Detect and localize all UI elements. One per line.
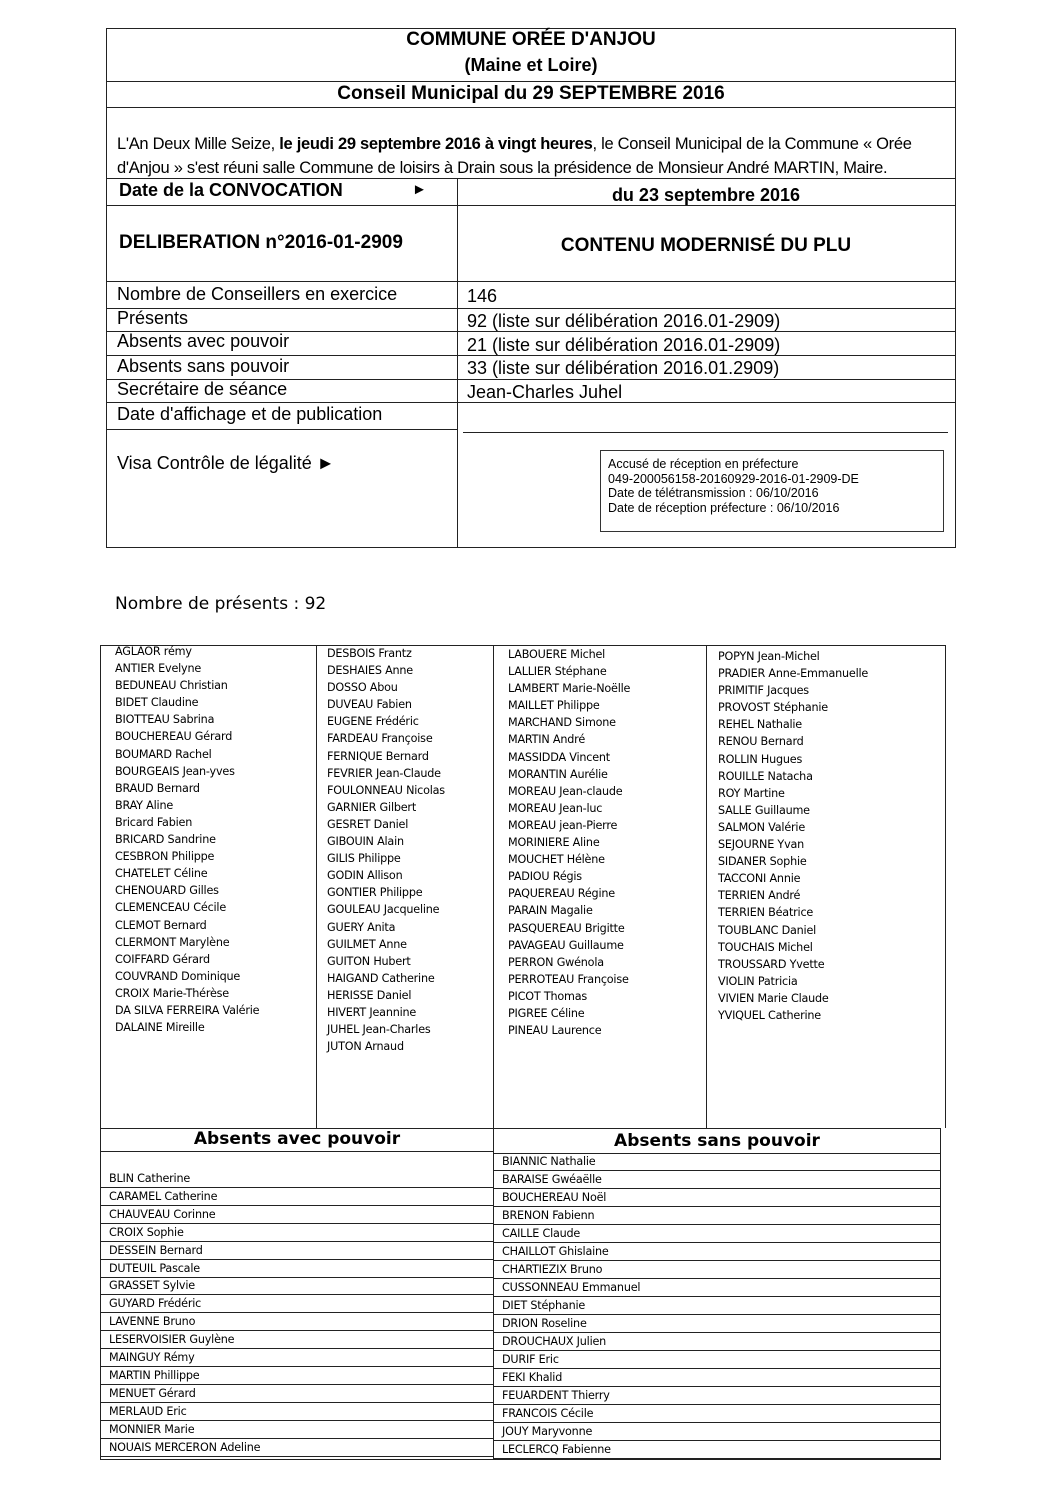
absent-avec-pouvoir-member: MONNIER Marie: [101, 1421, 493, 1439]
absent-sans-pouvoir-member: FRANCOIS Cécile: [493, 1405, 941, 1423]
present-member: MARCHAND Simone: [508, 716, 616, 730]
present-member: PINEAU Laurence: [508, 1024, 602, 1038]
absent-sans-pouvoir-member: BOUCHEREAU Noël: [493, 1189, 941, 1207]
present-member: CLEMOT Bernard: [115, 918, 207, 932]
present-member: SEJOURNE Yvan: [718, 838, 805, 852]
label-presents: Présents: [117, 308, 189, 328]
present-member: POPYN Jean-Michel: [718, 650, 820, 663]
absent-sans-pouvoir-member: FEKI Khalid: [493, 1369, 941, 1387]
present-member: JUHEL Jean-Charles: [327, 1023, 431, 1037]
absent-avec-pouvoir-member: LESERVOISIER Guylène: [101, 1331, 493, 1349]
present-member: GUILMET Anne: [327, 937, 407, 951]
divider: [107, 429, 457, 430]
presents-column-2: [327, 645, 445, 1055]
present-member: TOUCHAIS Michel: [718, 940, 813, 954]
present-member: MORANTIN Aurélie: [508, 767, 608, 781]
present-member: MOREAU Jean-claude: [508, 784, 623, 798]
label-absents-sans-pouvoir: Absents sans pouvoir: [117, 356, 290, 376]
absent-avec-pouvoir-member: MENUET Gérard: [101, 1385, 493, 1403]
present-member: Bricard Fabien: [115, 815, 193, 829]
divider: [107, 81, 955, 82]
present-member: PRADIER Anne-Emmanuelle: [718, 667, 869, 681]
label-date-affichage: Date d'affichage et de publication: [117, 404, 383, 424]
present-member: LAMBERT Marie-Noëlle: [508, 682, 631, 696]
present-member: MOUCHET Hélène: [508, 853, 605, 867]
absent-sans-pouvoir-member: DRION Roseline: [493, 1315, 941, 1333]
present-member: BOURGEAIS Jean-yves: [115, 764, 235, 778]
absent-sans-pouvoir-member: CUSSONNEAU Emmanuel: [493, 1279, 941, 1297]
divider: [463, 432, 948, 433]
absent-avec-pouvoir-member: CHAUVEAU Corinne: [101, 1206, 493, 1224]
present-member: MOREAU Jean-luc: [508, 801, 603, 815]
absent-sans-pouvoir-member: FEUARDENT Thierry: [493, 1387, 941, 1405]
present-member: TOUBLANC Daniel: [718, 923, 817, 937]
present-member: PERRON Gwénola: [508, 955, 604, 969]
presents-count-title: Nombre de présents : 92: [115, 594, 327, 614]
absents-sans-pouvoir-title: Absents sans pouvoir: [614, 1131, 820, 1151]
present-member: GOULEAU Jacqueline: [327, 903, 440, 917]
present-member: TACCONI Annie: [718, 872, 801, 886]
present-member: CESBRON Philippe: [115, 850, 215, 864]
absents-avec-pouvoir-title: Absents avec pouvoir: [193, 1129, 401, 1149]
present-member: BRAY Aline: [115, 798, 174, 812]
present-member: BRICARD Sandrine: [115, 833, 216, 847]
present-member: PRIMITIF Jacques: [718, 684, 809, 698]
column-divider: [316, 646, 317, 1129]
ar-teletransmission-date: Date de télétransmission : 06/10/2016: [608, 486, 819, 500]
absent-avec-pouvoir-member: CROIX Sophie: [101, 1224, 493, 1242]
present-member: DA SILVA FERREIRA Valérie: [115, 1003, 260, 1017]
value-absents-avec-pouvoir: 21 (liste sur délibération 2016.01-2909): [467, 335, 781, 355]
absent-sans-pouvoir-member: DURIF Eric: [493, 1351, 941, 1369]
present-member: HERISSE Daniel: [327, 988, 412, 1002]
deliberation-number: DELIBERATION n°2016-01-2909: [119, 232, 403, 253]
present-member: CROIX Marie-Thérèse: [115, 986, 229, 1000]
present-member: FOULONNEAU Nicolas: [327, 783, 445, 797]
column-divider: [493, 646, 494, 1129]
deliberation-header-table: [106, 28, 956, 548]
present-member: RENOU Bernard: [718, 735, 804, 749]
present-member: GIBOUIN Alain: [327, 835, 404, 849]
present-member: GONTIER Philippe: [327, 886, 423, 900]
present-member: PROVOST Stéphanie: [718, 701, 828, 715]
present-member: BEDUNEAU Christian: [115, 679, 228, 693]
present-member: CLERMONT Marylène: [115, 935, 230, 949]
present-member: GUITON Hubert: [327, 954, 411, 968]
present-member: CHENOUARD Gilles: [115, 884, 219, 898]
present-member: FERNIQUE Bernard: [327, 749, 429, 763]
present-member: ANTIER Evelyne: [115, 662, 202, 676]
present-member: PARAIN Magalie: [508, 904, 593, 918]
column-divider: [457, 178, 458, 548]
present-member: PAQUEREAU Régine: [508, 887, 615, 901]
absent-avec-pouvoir-member: DESSEIN Bernard: [101, 1242, 493, 1260]
absent-avec-pouvoir-member: NOUAIS MERCERON Adeline: [101, 1439, 493, 1457]
divider: [107, 178, 955, 179]
present-member: MARTIN André: [508, 733, 586, 747]
present-member: DESBOIS Frantz: [327, 647, 412, 660]
present-member: MORINIERE Aline: [508, 836, 600, 850]
present-member: ROUILLE Natacha: [718, 769, 813, 783]
present-member: HIVERT Jeannine: [327, 1005, 417, 1019]
present-member: BIOTTEAU Sabrina: [115, 713, 215, 727]
arrow-right-icon: ►: [412, 181, 427, 198]
present-member: PICOT Thomas: [508, 989, 588, 1003]
absent-avec-pouvoir-member: DUTEUIL Pascale: [101, 1260, 493, 1278]
meeting-date-time: le jeudi 29 septembre 2016 à vingt heures: [279, 135, 593, 153]
present-member: DESHAIES Anne: [327, 664, 413, 678]
absent-sans-pouvoir-member: LECLERCQ Fabienne: [493, 1441, 941, 1459]
commune-name: COMMUNE ORÉE D'ANJOU: [406, 29, 656, 50]
present-member: PAVAGEAU Guillaume: [508, 938, 624, 952]
ar-reception-date: Date de réception préfecture : 06/10/2016: [608, 500, 840, 515]
present-member: PASQUEREAU Brigitte: [508, 921, 625, 935]
absent-avec-pouvoir-member: GUYARD Frédéric: [101, 1295, 493, 1313]
present-member: GESRET Daniel: [327, 817, 409, 831]
present-member: FEVRIER Jean-Claude: [327, 766, 441, 780]
intro-paragraph: L'An Deux Mille Seize, le jeudi 29 septembre 2016 à vingt heures, le Conseil Municipal de la Commune « Orée d'Anjou » s'est réuni salle Commune de loisirs à Drain sous la présidence de Monsieur André MARTIN, Maire.: [117, 135, 912, 177]
absent-avec-pouvoir-member: MERLAUD Eric: [101, 1403, 493, 1421]
present-member: COUVRAND Dominique: [115, 969, 241, 983]
label-absents-avec-pouvoir: Absents avec pouvoir: [117, 331, 290, 351]
divider: [107, 402, 955, 403]
absent-sans-pouvoir-member: DROUCHAUX Julien: [493, 1333, 941, 1351]
divider: [107, 308, 955, 309]
absent-avec-pouvoir-member: CARAMEL Catherine: [101, 1188, 493, 1206]
value-secretaire: Jean-Charles Juhel: [467, 382, 623, 402]
accuse-reception-stamp: [600, 450, 944, 532]
present-member: SALMON Valérie: [718, 820, 805, 834]
absent-avec-pouvoir-member: MAINGUY Rémy: [101, 1349, 493, 1367]
absent-sans-pouvoir-member: BARAISE Gwéaëlle: [493, 1171, 941, 1189]
value-presents: 92 (liste sur délibération 2016.01-2909): [467, 311, 781, 331]
present-member: GARNIER Gilbert: [327, 800, 417, 814]
present-member: PADIOU Régis: [508, 870, 582, 884]
divider: [107, 281, 955, 282]
label-secretaire: Secrétaire de séance: [117, 379, 288, 399]
absent-sans-pouvoir-member: BRENON Fabienn: [493, 1207, 941, 1225]
absent-avec-pouvoir-member: LAVENNE Bruno: [101, 1313, 493, 1331]
present-member: BRAUD Bernard: [115, 781, 200, 795]
present-member: MASSIDDA Vincent: [508, 750, 610, 764]
present-member: BIDET Claudine: [115, 696, 199, 710]
present-member: BOUMARD Rachel: [115, 747, 212, 761]
present-member: COIFFARD Gérard: [115, 952, 210, 966]
presents-column-1: [115, 643, 259, 1036]
absents-table: [100, 1128, 941, 1460]
absent-avec-pouvoir-member: GRASSET Sylvie: [101, 1277, 493, 1295]
department: (Maine et Loire): [464, 55, 598, 75]
present-member: ROLLIN Hugues: [718, 752, 803, 766]
present-member: TERRIEN André: [718, 889, 801, 903]
visa-controle-label: Visa Contrôle de légalité ►: [117, 453, 335, 473]
present-member: MAILLET Philippe: [508, 699, 600, 713]
present-member: BOUCHEREAU Gérard: [115, 730, 233, 744]
presents-column-3: [508, 646, 630, 1039]
present-member: EUGENE Frédéric: [327, 715, 419, 729]
presents-list: [100, 645, 946, 1128]
present-member: JUTON Arnaud: [327, 1040, 404, 1054]
present-member: HAIGAND Catherine: [327, 971, 435, 985]
present-member: CHATELET Céline: [115, 867, 208, 881]
council-title: Conseil Municipal du 29 SEPTEMBRE 2016: [337, 83, 725, 104]
absent-sans-pouvoir-member: CHAILLOT Ghislaine: [493, 1243, 941, 1261]
presents-column-4: [718, 648, 868, 1024]
present-member: PERROTEAU Françoise: [508, 972, 629, 986]
present-member: SALLE Guillaume: [718, 803, 810, 817]
label-conseillers: Nombre de Conseillers en exercice: [117, 284, 398, 304]
ar-reference: 049-200056158-20160929-2016-01-2909-DE: [608, 471, 859, 486]
present-member: DALAINE Mireille: [115, 1021, 205, 1035]
present-member: DUVEAU Fabien: [327, 698, 412, 712]
present-member: GODIN Allison: [327, 869, 403, 883]
absent-sans-pouvoir-member: CHARTIEZIX Bruno: [493, 1261, 941, 1279]
present-member: FARDEAU Françoise: [327, 732, 433, 746]
present-member: VIOLIN Patricia: [718, 974, 798, 988]
absent-sans-pouvoir-member: JOUY Maryvonne: [493, 1423, 941, 1441]
present-member: VIVIEN Marie Claude: [718, 991, 829, 1005]
convocation-date: du 23 septembre 2016: [611, 185, 801, 205]
column-divider: [706, 646, 707, 1129]
present-member: YVIQUEL Catherine: [718, 1008, 821, 1022]
present-member: LABOUERE Michel: [508, 648, 606, 661]
column-divider: [493, 1129, 494, 1153]
absent-avec-pouvoir-member: MARTIN Phillippe: [101, 1367, 493, 1385]
present-member: GUERY Anita: [327, 920, 396, 934]
present-member: GILIS Philippe: [327, 852, 401, 866]
present-member: PIGREE Céline: [508, 1006, 585, 1020]
value-absents-sans-pouvoir: 33 (liste sur délibération 2016.01.2909): [467, 358, 780, 378]
absent-avec-pouvoir-member: BLIN Catherine: [101, 1170, 493, 1188]
present-member: SIDANER Sophie: [718, 855, 807, 869]
present-member: DOSSO Abou: [327, 681, 398, 695]
divider: [107, 107, 955, 108]
absent-sans-pouvoir-member: BIANNIC Nathalie: [493, 1153, 941, 1171]
divider: [107, 205, 955, 206]
present-member: AGLAOR rémy: [115, 645, 192, 658]
present-member: CLEMENCEAU Cécile: [115, 901, 227, 915]
present-member: LALLIER Stéphane: [508, 665, 607, 679]
ar-title: Accusé de réception en préfecture: [608, 457, 799, 471]
present-member: REHEL Nathalie: [718, 718, 802, 732]
present-member: TROUSSARD Yvette: [718, 957, 825, 971]
absent-sans-pouvoir-member: CAILLE Claude: [493, 1225, 941, 1243]
absent-sans-pouvoir-member: DIET Stéphanie: [493, 1297, 941, 1315]
value-conseillers: 146: [467, 286, 498, 306]
divider: [101, 1151, 493, 1152]
present-member: MOREAU jean-Pierre: [508, 818, 618, 832]
present-member: ROY Martine: [718, 786, 785, 800]
convocation-label: Date de la CONVOCATION: [119, 180, 343, 200]
present-member: TERRIEN Béatrice: [718, 906, 814, 920]
deliberation-subject: CONTENU MODERNISÉ DU PLU: [560, 235, 852, 256]
